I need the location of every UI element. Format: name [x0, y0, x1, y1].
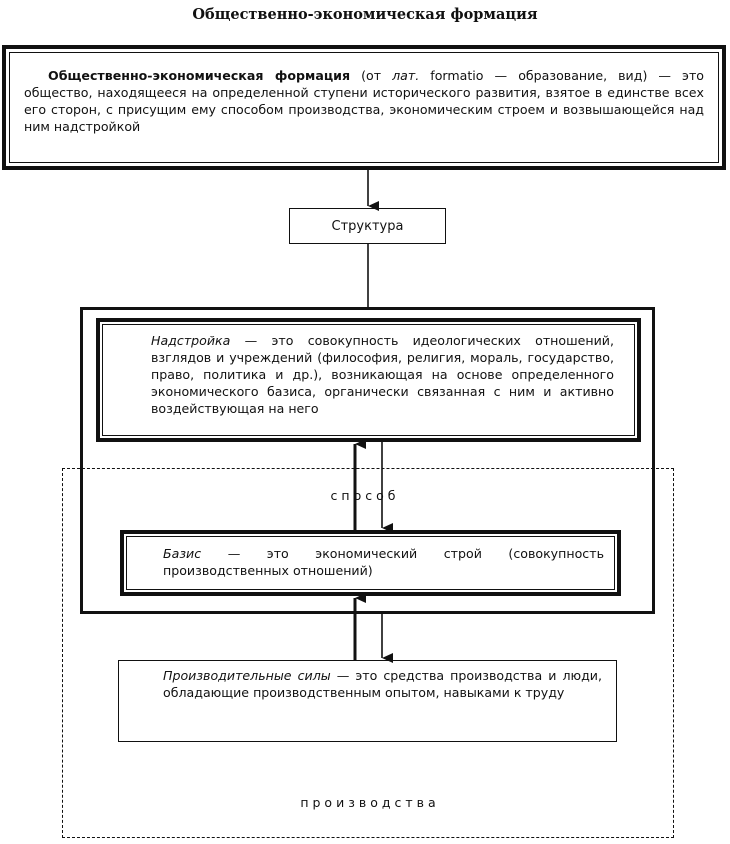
- superstructure-term: Надстройка: [151, 333, 231, 348]
- basis-term: Базис: [163, 546, 202, 561]
- definition-lat-abbr: лат.: [392, 68, 420, 83]
- productive-forces-text: — это средства производства и люди, обладающие производственным опытом, навыками к труду: [163, 668, 602, 700]
- page-title: Общественно-экономическая формация: [192, 6, 538, 23]
- definition-term: Общественно-экономическая формация: [48, 68, 351, 83]
- basis-text: — это экономический строй (совокупность производственных отношений): [163, 546, 604, 578]
- mode-label-bottom: производства: [300, 795, 440, 810]
- mode-label-top: способ: [330, 488, 400, 503]
- structure-label: Структура: [331, 218, 404, 234]
- productive-forces-term: Производительные силы: [163, 668, 331, 683]
- definition-rest: — образование, вид) — это общество, находящееся на определенной ступени исторического развития, взятое в единстве всех его сторон, с присущим ему способом производства, экономическим строем и возвышающейся над ним надстройкой: [24, 68, 705, 134]
- definition-paren: (от: [350, 68, 393, 83]
- definition-latin-word: formatio: [419, 68, 484, 83]
- superstructure-text: — это совокупность идеологических отношений, взглядов и учреждений (философия, религия, мораль, государство, право, политика и др.), возникающая на основе определенного экономического базиса, органически связанная с ним и активно воздействующая на него: [151, 333, 614, 416]
